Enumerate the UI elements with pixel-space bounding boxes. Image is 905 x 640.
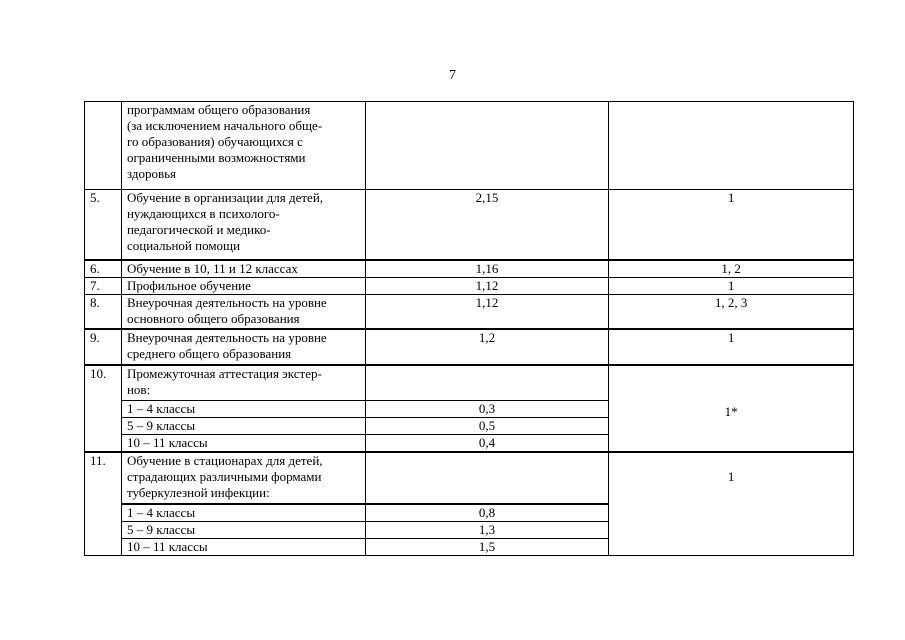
table-row (85, 365, 854, 400)
page-number: 7 (449, 68, 456, 83)
subrow-label: 10 – 11 классы (121, 434, 365, 452)
table-row (85, 102, 854, 190)
row-note: 1 (609, 452, 854, 556)
row-number: 10. (85, 365, 122, 452)
row-description: Внеурочная деятельность на уровне среднего общего образования (121, 329, 365, 365)
row-number: 5. (85, 190, 122, 260)
row-description: Обучение в стационарах для детей, страдающих различными формами туберкулезной инфекции: (121, 452, 365, 504)
row-description: Обучение в 10, 11 и 12 классах (121, 260, 365, 278)
row-number: 8. (85, 294, 122, 329)
row-coefficient: 1,2 (365, 329, 609, 365)
table-row (85, 260, 854, 278)
subrow-coefficient: 0,4 (365, 434, 609, 452)
row-note (609, 102, 854, 190)
row-coefficient (365, 102, 609, 190)
row-number: 11. (85, 452, 122, 556)
row-number: 7. (85, 277, 122, 294)
row-coefficient: 1,12 (365, 294, 609, 329)
row-coefficient (365, 452, 609, 504)
row-note: 1 (609, 277, 854, 294)
row-note: 1 (609, 329, 854, 365)
row-note: 1 (609, 190, 854, 260)
row-number: 6. (85, 260, 122, 278)
row-note: 1, 2, 3 (609, 294, 854, 329)
subrow-label: 1 – 4 классы (121, 504, 365, 522)
coefficients-table (84, 101, 854, 556)
table-row (85, 277, 854, 294)
subrow-coefficient: 0,5 (365, 417, 609, 434)
row-description: Внеурочная деятельность на уровне основного общего образования (121, 294, 365, 329)
row-description: программам общего образования (за исключением начального обще- го образования) обучающихся с ограниченными возможностями здоровья (121, 102, 365, 190)
table-row (85, 329, 854, 365)
row-number (85, 102, 122, 190)
row-note: 1* (609, 365, 854, 452)
row-coefficient: 1,12 (365, 277, 609, 294)
subrow-label: 10 – 11 классы (121, 538, 365, 555)
row-number: 9. (85, 329, 122, 365)
row-description: Профильное обучение (121, 277, 365, 294)
subrow-coefficient: 0,8 (365, 504, 609, 522)
row-note: 1, 2 (609, 260, 854, 278)
table-row (85, 452, 854, 504)
subrow-coefficient: 1,3 (365, 521, 609, 538)
subrow-label: 1 – 4 классы (121, 400, 365, 417)
subrow-label: 5 – 9 классы (121, 521, 365, 538)
row-coefficient: 1,16 (365, 260, 609, 278)
row-coefficient (365, 365, 609, 400)
row-coefficient: 2,15 (365, 190, 609, 260)
subrow-label: 5 – 9 классы (121, 417, 365, 434)
subrow-coefficient: 0,3 (365, 400, 609, 417)
table-row (85, 294, 854, 329)
subrow-coefficient: 1,5 (365, 538, 609, 555)
table-row (85, 190, 854, 260)
row-description: Обучение в организации для детей, нуждающихся в психолого- педагогической и медико- социальной помощи (121, 190, 365, 260)
row-description: Промежуточная аттестация экстер- нов: (121, 365, 365, 400)
